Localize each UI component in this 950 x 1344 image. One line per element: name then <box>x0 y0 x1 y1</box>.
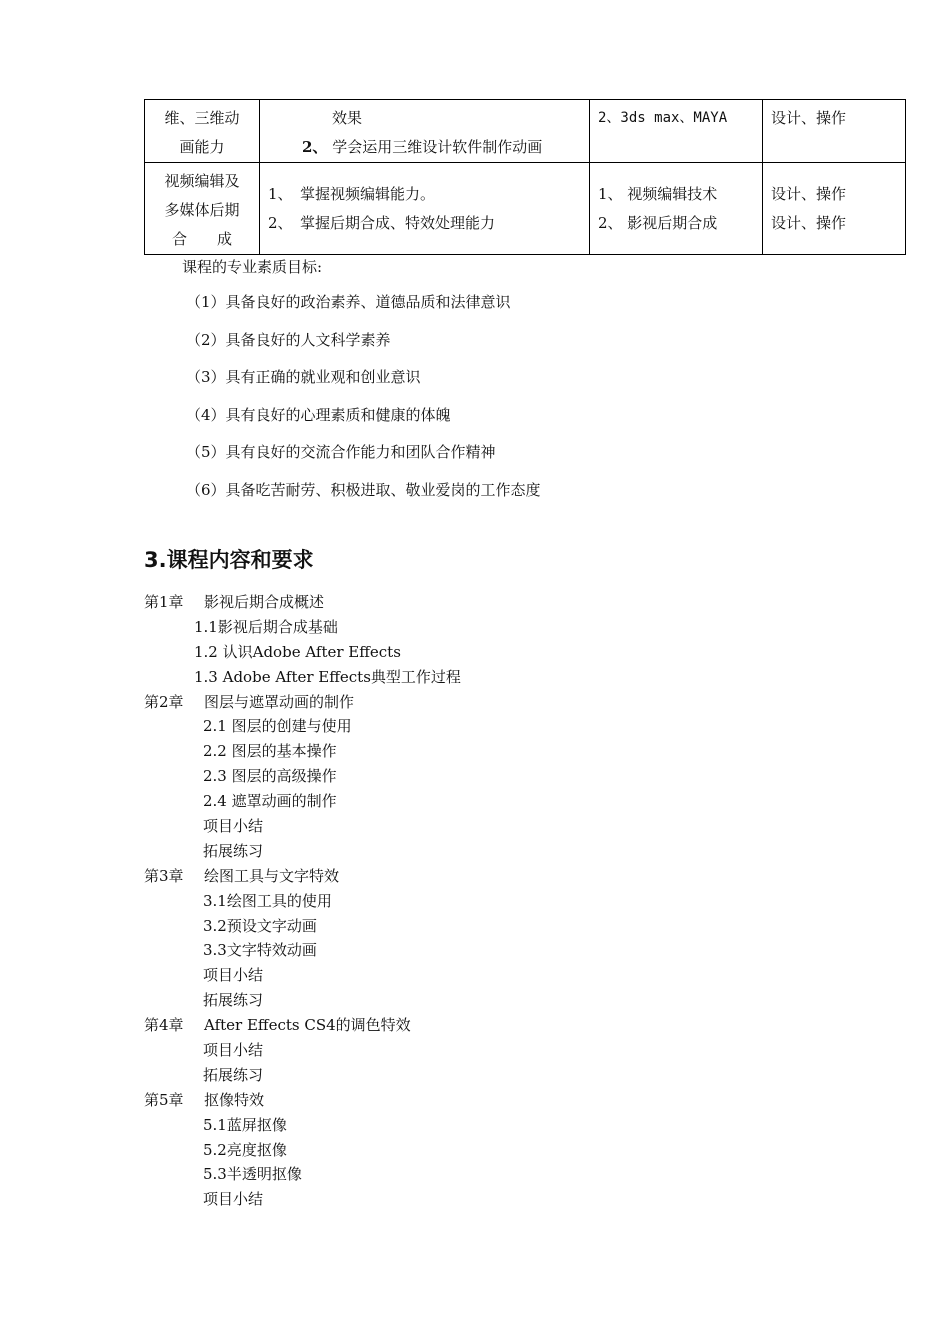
outline-item: 5.1蓝屏抠像 <box>203 1115 287 1134</box>
cell-line: 画能力 <box>179 138 225 156</box>
cell-line: 设计、操作 <box>771 109 847 127</box>
outline-item: 2.3 图层的高级操作 <box>203 767 337 786</box>
quality-goals-title: 课程的专业素质目标: <box>182 258 323 276</box>
cell-line: 设计、操作 <box>771 185 847 203</box>
outline-item: 1.2 认识Adobe After Effects <box>194 642 401 661</box>
table-cell-type <box>763 100 906 163</box>
cell-line: 视频编辑及 <box>164 172 240 190</box>
chapter-title: After Effects CS4的调色特效 <box>204 1016 411 1035</box>
outline-item: 项目小结 <box>203 1041 264 1060</box>
chapter-label: 第4章 <box>144 1016 184 1035</box>
chapter-label: 第2章 <box>144 692 184 711</box>
cell-line: 维、三维动 <box>164 109 240 127</box>
cell-line: 多媒体后期 <box>164 201 240 219</box>
cell-line: 2、3ds max、MAYA <box>598 110 728 126</box>
list-number: 2、 <box>302 138 328 156</box>
cell-line <box>260 133 589 162</box>
chapter-label: 第1章 <box>144 593 184 611</box>
chapter-label: 第3章 <box>144 866 184 885</box>
outline-item: 2.4 遮罩动画的制作 <box>203 792 337 811</box>
chapter-heading <box>144 590 461 615</box>
chapter-title: 抠像特效 <box>204 1090 265 1109</box>
outline-item: 2.1 图层的创建与使用 <box>203 717 352 736</box>
table-row <box>145 100 906 163</box>
table-cell-tool <box>590 100 763 163</box>
table-cell-content <box>260 100 590 163</box>
cell-text: 学会运用三维设计软件制作动画 <box>332 138 543 156</box>
list-item: （3）具有正确的就业观和创业意识 <box>186 368 421 386</box>
cell-line: 1、 视频编辑技术 <box>598 185 718 203</box>
cell-line: 2、 影视后期合成 <box>598 214 718 232</box>
list-item: （2）具备良好的人文科学素养 <box>186 330 391 349</box>
cell-line: 效果 <box>332 109 363 127</box>
table-cell-tool <box>590 163 763 255</box>
outline-item: 拓展练习 <box>203 991 264 1010</box>
outline-item: 项目小结 <box>203 966 264 985</box>
outline-item: 3.1绘图工具的使用 <box>203 891 332 910</box>
list-item: （4）具有良好的心理素质和健康的体魄 <box>186 405 451 424</box>
outline-item: 拓展练习 <box>203 1065 264 1084</box>
chapter-title: 绘图工具与文字特效 <box>204 866 340 885</box>
cell-line: 1、 掌握视频编辑能力。 <box>268 185 436 203</box>
cell-line: 设计、操作 <box>771 214 847 232</box>
chapter-outline <box>144 590 461 1212</box>
outline-item: 项目小结 <box>203 1190 264 1209</box>
list-item: （1）具备良好的政治素养、道德品质和法律意识 <box>186 293 511 311</box>
chapter-title: 图层与遮罩动画的制作 <box>204 692 355 711</box>
outline-item: 2.2 图层的基本操作 <box>203 742 337 761</box>
table-cell-skill <box>145 163 260 255</box>
chapter-heading <box>144 864 461 889</box>
section-heading: 3.课程内容和要求 <box>144 548 314 572</box>
outline-item: 1.3 Adobe After Effects典型工作过程 <box>194 667 461 686</box>
outline-item: 5.2亮度抠像 <box>203 1140 287 1159</box>
table-cell-content <box>260 163 590 255</box>
chapter-heading <box>144 1088 461 1113</box>
outline-item: 1.1影视后期合成基础 <box>194 617 338 636</box>
cell-line: 2、 掌握后期合成、特效处理能力 <box>268 214 496 232</box>
list-item: （5）具有良好的交流合作能力和团队合作精神 <box>186 443 496 461</box>
outline-item: 拓展练习 <box>203 841 264 860</box>
list-item: （6）具备吃苦耐劳、积极进取、敬业爱岗的工作态度 <box>186 480 541 499</box>
chapter-heading <box>144 690 461 715</box>
outline-item: 项目小结 <box>203 817 264 836</box>
table-cell-type <box>763 163 906 255</box>
chapter-heading <box>144 1013 461 1038</box>
outline-item: 5.3半透明抠像 <box>203 1165 302 1184</box>
cell-line: 合 成 <box>171 230 232 248</box>
chapter-title: 影视后期合成概述 <box>204 593 325 611</box>
outline-item: 3.3文字特效动画 <box>203 941 317 960</box>
table-cell-skill <box>145 100 260 163</box>
table-row <box>145 163 906 255</box>
course-table <box>144 99 906 255</box>
quality-goals-list <box>186 291 541 516</box>
chapter-label: 第5章 <box>144 1090 184 1109</box>
outline-item: 3.2预设文字动画 <box>203 916 317 935</box>
